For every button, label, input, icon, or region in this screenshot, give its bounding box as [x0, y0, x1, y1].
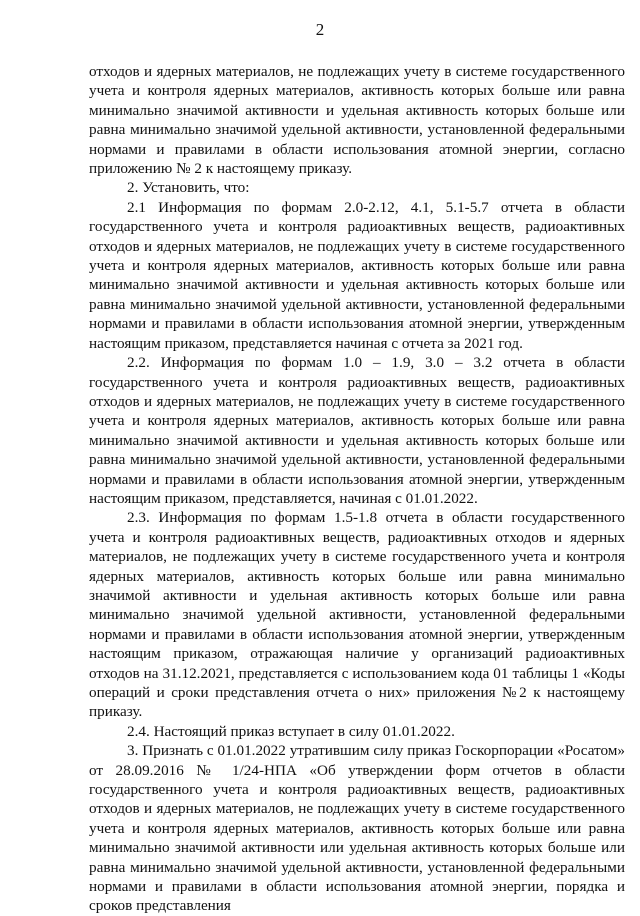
paragraph-item-2-1: 2.1 Информация по формам 2.0-2.12, 4.1, 5.1-5.7 отчета в области государственного учета и контроля радиоактивных веществ, радиоактивных отходов и ядерных материалов, не подлежащих учету в системе государственного учета и контроля ядерных материалов, активность которых больше или равна минимально значимой активности и удельная активность которых больше или равна минимально значимой удельной активности, установленной федеральными нормами и правилами в области использования атомной энергии, утвержденным настоящим приказом, представляется начиная с отчета за 2021 год.	[89, 198, 625, 352]
document-body	[89, 62, 625, 916]
paragraph-item-2-2: 2.2. Информация по формам 1.0 – 1.9, 3.0 – 3.2 отчета в области государственного учета и контроля радиоактивных веществ, радиоактивных отходов и ядерных материалов, не подлежащих учету в системе государственного учета и контроля ядерных материалов, активность которых больше или равна минимально значимой активности и удельная активность которых больше или равна минимально значимой удельной активности, установленной федеральными нормами и правилами в области использования атомной энергии, утвержденным настоящим приказом, представляется, начиная с 01.01.2022.	[89, 354, 625, 507]
paragraph-item-2: 2. Установить, что:	[127, 179, 250, 197]
paragraph-item-3: 3. Признать с 01.01.2022 утратившим силу приказ Госкорпорации «Росатом» от 28.09.2016 № 1/24-НПА «Об утверждении форм отчетов в области государственного учета и контроля радиоактивных веществ, радиоактивных отходов и ядерных материалов, не подлежащих учету в системе государственного учета и контроля ядерных материалов, активность которых больше или равна минимально значимой активности или удельная активность которых больше или равна минимально значимой удельной активности, установленной федеральными нормами и правилами в области использования атомной энергии, порядка и сроков представления	[89, 742, 625, 915]
paragraph-continuation: отходов и ядерных материалов, не подлежащих учету в системе государственного учета и контроля ядерных материалов, активность которых больше или равна минимально значимой активности и удельная активность которых больше или равна минимально значимой удельной активности, установленной федеральными нормами и правилами в области использования атомной энергии, согласно приложению № 2 к настоящему приказу.	[89, 63, 625, 178]
paragraph-item-2-3: 2.3. Информация по формам 1.5-1.8 отчета в области государственного учета и контроля радиоактивных веществ, радиоактивных отходов и ядерных материалов, не подлежащих учету в системе государственного учета и контроля ядерных материалов, активность которых больше или равна минимально значимой активности и удельная активность которых больше или равна минимально значимой удельной активности, установленной федеральными нормами и правилами в области использования атомной энергии, утвержденным настоящим приказом, отражающая наличие у организаций радиоактивных отходов на 31.12.2021, представляется с использованием кода 01 таблицы 1 «Коды операций и сроки представления отчета о них» приложения №2 к настоящему приказу.	[89, 509, 625, 721]
paragraph-item-2-4: 2.4. Настоящий приказ вступает в силу 01.01.2022.	[127, 722, 455, 740]
page-number: 2	[315, 20, 325, 39]
